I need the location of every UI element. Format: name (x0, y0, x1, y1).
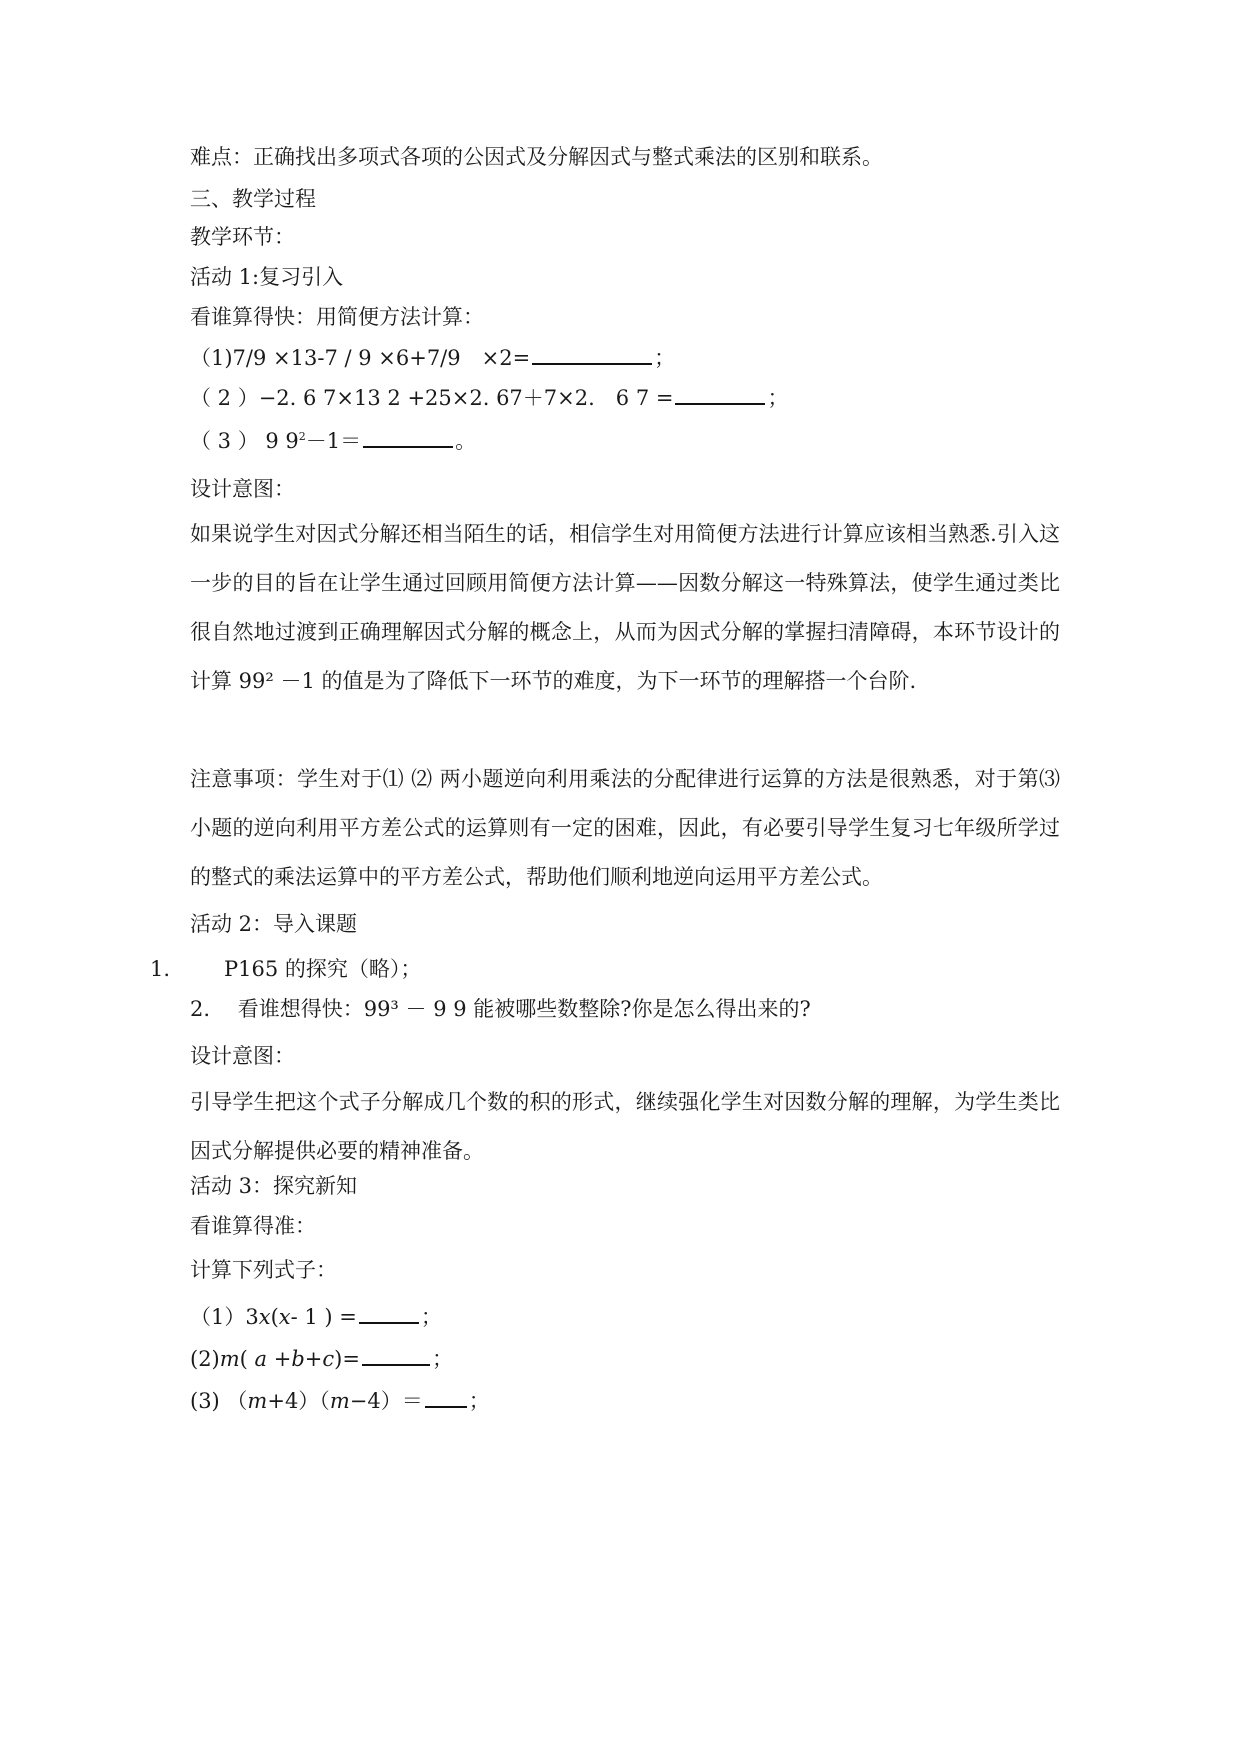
exercise-3 (190, 1386, 490, 1415)
exercise-2-part: (2) (190, 1347, 220, 1371)
question-3-end: 。 (455, 429, 477, 453)
question-2-text: （ 2 ）−2. 6 7×13 2 +25×2. 67＋7×2. 6 7 = (190, 386, 674, 410)
calc-following-prompt: 计算下列式子： (190, 1258, 337, 1282)
exercise-1-part: （1）3 (190, 1305, 259, 1329)
section-heading: 三、教学过程 (190, 187, 316, 211)
design-intent-paragraph: 如果说学生对因式分解还相当陌生的话，相信学生对用简便方法进行计算应该相当熟悉.引入这一步的目的旨在让学生通过回顾用简便方法计算——因数分解这一特殊算法，使学生通过类比很自然地过渡到正确理解因式分解的概念上，从而为因式分解的掌握扫清障碍，本环节设计的计算 99² －1 的值是为了降低下一环节的难度，为下一环节的理解搭一个台阶. (190, 522, 1060, 693)
quick-calc-prompt: 看谁算得快：用简便方法计算： (190, 305, 484, 329)
exercise-1 (190, 1302, 442, 1331)
variable-m: m (247, 1389, 268, 1413)
notes-paragraph: 注意事项：学生对于⑴ ⑵ 两小题逆向利用乘法的分配律进行运算的方法是很熟悉，对于第⑶ 小题的逆向利用平方差公式的运算则有一定的困难，因此，有必要引导学生复习七年级所学过的整式的乘法运算中的平方差公式，帮助他们顺利地逆向运用平方差公式。 (190, 767, 1060, 889)
exercise-1-part: ( (270, 1305, 279, 1329)
variable-m: m (329, 1389, 350, 1413)
question-1-text: （1)7/9 ×13-7 / 9 ×6+7/9 ×2= (190, 346, 531, 370)
variable-m: m (219, 1347, 240, 1371)
question-3-part: （ 3 ） 9 9 (190, 429, 299, 453)
question-2-end: ； (767, 386, 789, 410)
exercise-2 (190, 1344, 453, 1373)
list-item-1: P165 的探究（略）； (224, 957, 422, 981)
question-3 (190, 423, 476, 455)
exercise-3-part: −4）＝ (349, 1389, 423, 1413)
exercise-3-end: ； (468, 1389, 490, 1413)
answer-blank (362, 1344, 430, 1366)
question-3-part: －1＝ (305, 429, 362, 453)
answer-blank (363, 426, 453, 448)
exercise-3-part: +4）（ (267, 1389, 330, 1413)
question-2 (190, 383, 788, 412)
exercise-2-part: ( (239, 1347, 255, 1371)
exercise-1-end: ； (420, 1305, 442, 1329)
exercise-2-end: ； (431, 1347, 453, 1371)
activity-3-heading: 活动 3：探究新知 (190, 1174, 358, 1198)
difficulty-text: 难点：正确找出多项式各项的公因式及分解因式与整式乘法的区别和联系。 (190, 145, 883, 169)
activity-1-heading: 活动 1:复习引入 (190, 265, 344, 289)
design-intent-heading: 设计意图： (190, 477, 295, 501)
teaching-steps-label: 教学环节： (190, 225, 295, 249)
list-item-2: 2. 看谁想得快：99³ － 9 9 能被哪些数整除?你是怎么得出来的? (190, 997, 811, 1021)
accurate-calc-prompt: 看谁算得准： (190, 1214, 316, 1238)
list-item-number: 1. (150, 957, 171, 981)
exercise-2-part: )= (334, 1347, 360, 1371)
exercise-1-part: - 1 ) = (290, 1305, 357, 1329)
answer-blank (675, 383, 765, 405)
variable-x: x (278, 1305, 291, 1329)
question-1-end: ； (654, 346, 676, 370)
variable-x: x (258, 1305, 271, 1329)
design-intent-paragraph-2: 引导学生把这个式子分解成几个数的积的形式，继续强化学生对因数分解的理解，为学生类比因式分解提供必要的精神准备。 (190, 1090, 1060, 1163)
variables-abc: a +b+c (254, 1347, 335, 1371)
exercise-3-part: (3) （ (190, 1389, 248, 1413)
answer-blank (532, 343, 652, 365)
design-intent-heading-2: 设计意图： (190, 1044, 295, 1068)
question-1 (190, 343, 675, 372)
answer-blank (359, 1302, 419, 1324)
exponent: 2 (298, 430, 306, 443)
answer-blank (425, 1386, 467, 1408)
activity-2-heading: 活动 2：导入课题 (190, 912, 358, 936)
